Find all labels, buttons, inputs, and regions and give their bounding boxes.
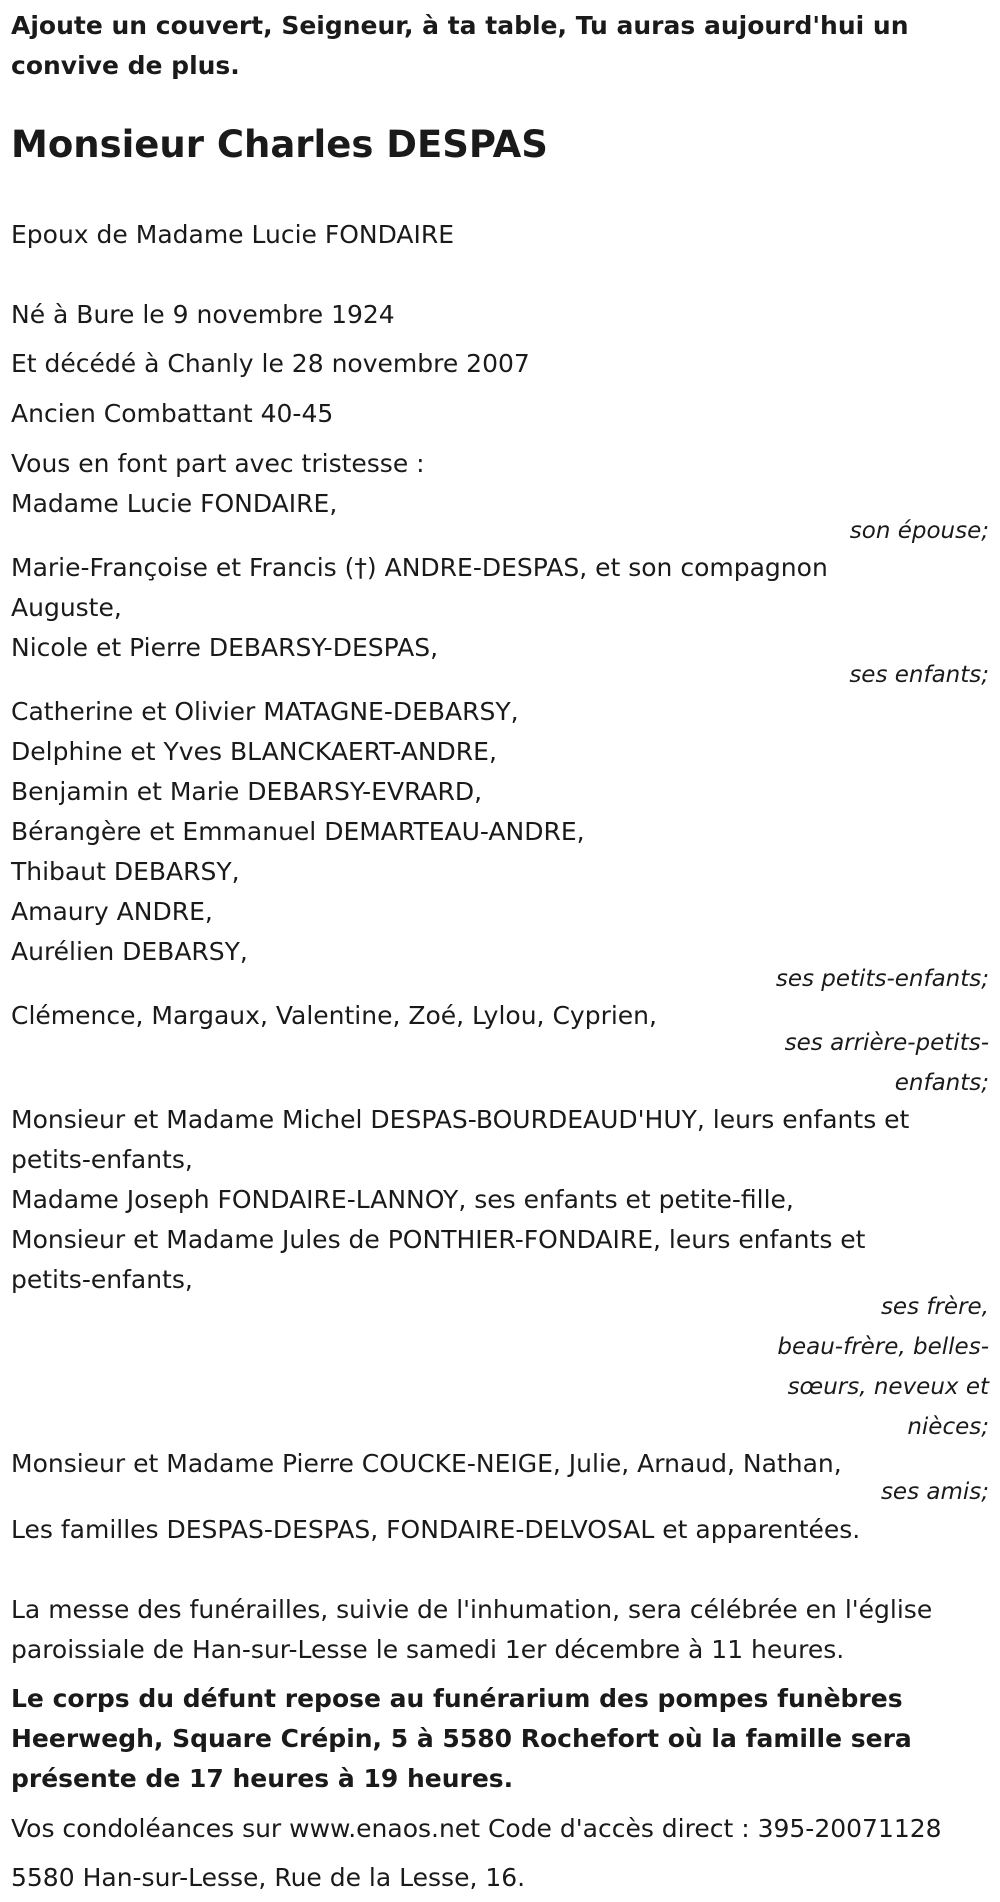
verse-line-2: convive de plus. [11, 51, 240, 80]
child-line-2: Auguste, [11, 593, 122, 622]
siblings-role-4: nièces; [907, 1414, 989, 1440]
veteran-line: Ancien Combattant 40-45 [11, 399, 334, 428]
address-line: 5580 Han-sur-Lesse, Rue de la Lesse, 16. [11, 1863, 526, 1892]
spouse-name: Madame Lucie FONDAIRE, [11, 489, 338, 518]
announce-line: Vous en font part avec tristesse : [11, 449, 425, 478]
condolences-line: Vos condoléances sur www.enaos.net Code d'accès direct : 395-20071128 [11, 1814, 942, 1843]
grandchild-line-7: Aurélien DEBARSY, [11, 937, 248, 966]
siblings-role-1: ses frère, [880, 1294, 989, 1320]
friends-line: Monsieur et Madame Pierre COUCKE-NEIGE, Julie, Arnaud, Nathan, [11, 1449, 842, 1478]
siblings-role-2: beau-frère, belles- [777, 1334, 989, 1360]
sibling-line-4: Monsieur et Madame Jules de PONTHIER-FONDAIRE, leurs enfants et [11, 1225, 866, 1254]
grandchild-line-6: Amaury ANDRE, [11, 897, 213, 926]
death-line: Et décédé à Chanly le 28 novembre 2007 [11, 349, 530, 378]
mass-line-1: La messe des funérailles, suivie de l'inhumation, sera célébrée en l'église [11, 1595, 933, 1624]
deceased-name: Monsieur Charles DESPAS [11, 123, 548, 166]
grandchild-line-1: Catherine et Olivier MATAGNE-DEBARSY, [11, 697, 519, 726]
funerarium-line-3: présente de 17 heures à 19 heures. [11, 1764, 514, 1793]
spouse-line: Epoux de Madame Lucie FONDAIRE [11, 220, 455, 249]
funerarium-line-2: Heerwegh, Square Crépin, 5 à 5580 Rochefort où la famille sera [11, 1724, 912, 1753]
friends-role: ses amis; [880, 1479, 989, 1505]
children-role: ses enfants; [849, 662, 989, 688]
birth-line: Né à Bure le 9 novembre 1924 [11, 300, 395, 329]
grandchild-line-3: Benjamin et Marie DEBARSY-EVRARD, [11, 777, 483, 806]
mass-line-2: paroissiale de Han-sur-Lesse le samedi 1er décembre à 11 heures. [11, 1635, 845, 1664]
siblings-role-3: sœurs, neveux et [787, 1374, 989, 1400]
grandchild-line-2: Delphine et Yves BLANCKAERT-ANDRE, [11, 737, 497, 766]
verse-line-1: Ajoute un couvert, Seigneur, à ta table, Tu auras aujourd'hui un [11, 11, 909, 40]
sibling-line-5: petits-enfants, [11, 1265, 193, 1294]
grandchild-line-5: Thibaut DEBARSY, [11, 857, 240, 886]
sibling-line-1: Monsieur et Madame Michel DESPAS-BOURDEAUD'HUY, leurs enfants et [11, 1105, 910, 1134]
great-grandchildren-line: Clémence, Margaux, Valentine, Zoé, Lylou, Cyprien, [11, 1001, 657, 1030]
funerarium-line-1: Le corps du défunt repose au funérarium des pompes funèbres [11, 1684, 903, 1713]
great-grandchildren-role-1: ses arrière-petits- [784, 1030, 989, 1056]
families-line: Les familles DESPAS-DESPAS, FONDAIRE-DELVOSAL et apparentées. [11, 1515, 861, 1544]
grandchildren-role: ses petits-enfants; [775, 966, 989, 992]
great-grandchildren-role-2: enfants; [894, 1070, 989, 1096]
spouse-role: son épouse; [849, 518, 989, 544]
child-line-3: Nicole et Pierre DEBARSY-DESPAS, [11, 633, 439, 662]
child-line-1: Marie-Françoise et Francis (†) ANDRE-DESPAS, et son compagnon [11, 553, 828, 582]
grandchild-line-4: Bérangère et Emmanuel DEMARTEAU-ANDRE, [11, 817, 585, 846]
sibling-line-3: Madame Joseph FONDAIRE-LANNOY, ses enfants et petite-fille, [11, 1185, 794, 1214]
sibling-line-2: petits-enfants, [11, 1145, 193, 1174]
